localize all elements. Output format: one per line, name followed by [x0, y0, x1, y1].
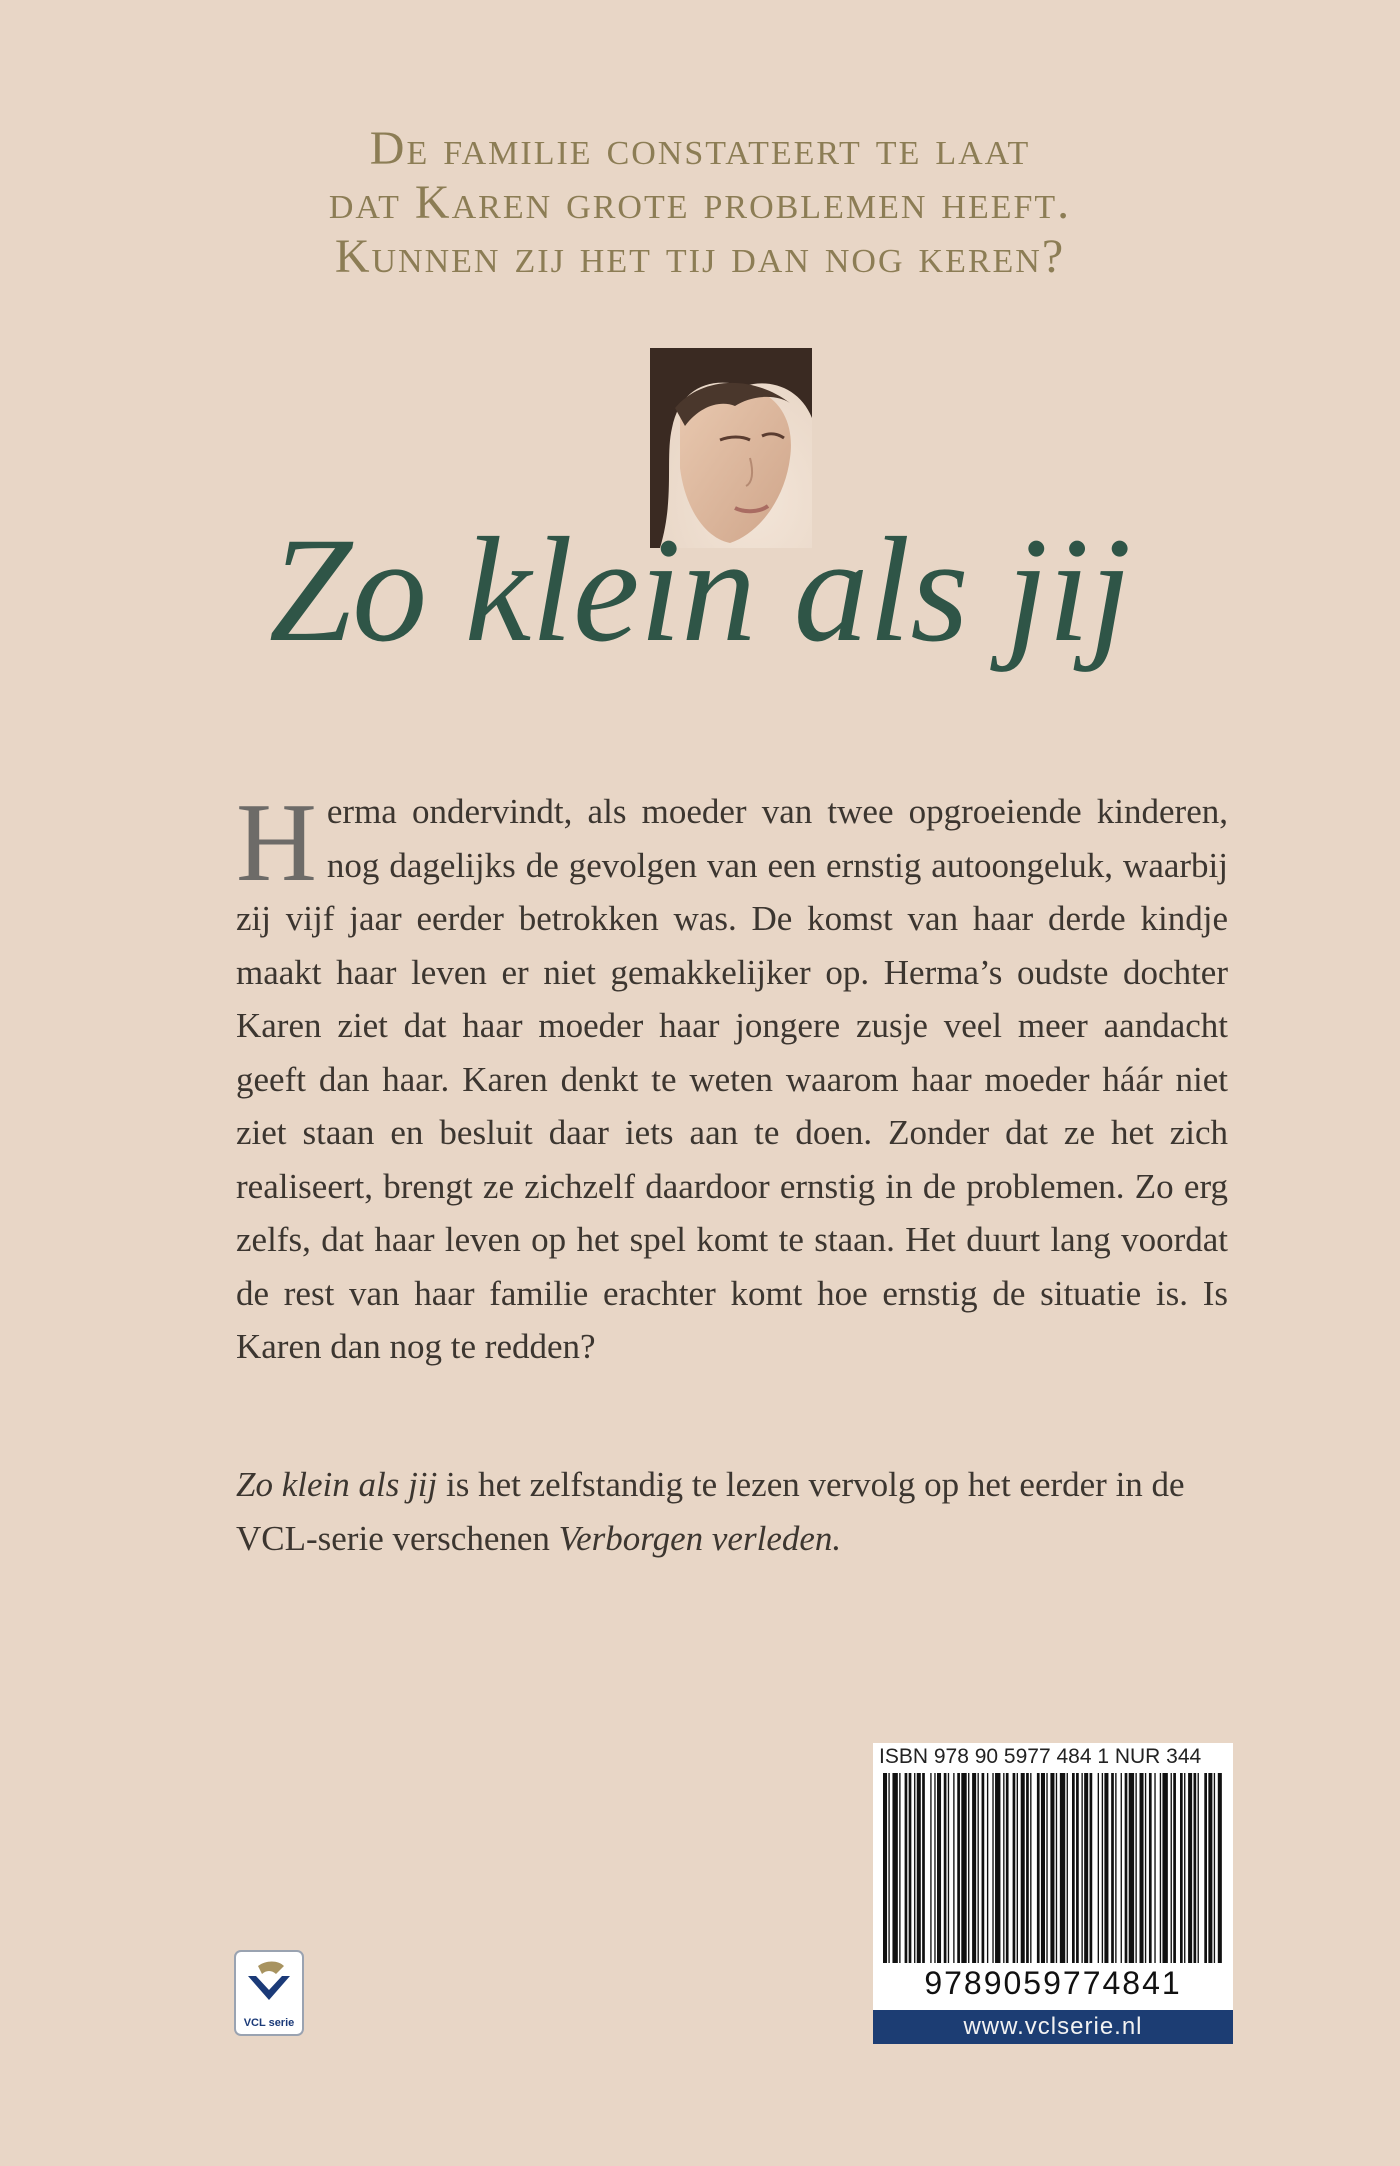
barcode [879, 1773, 1227, 1963]
dropcap: H [236, 781, 317, 905]
synopsis [236, 781, 1228, 1374]
publisher-logo [234, 1950, 304, 2036]
tagline-line-3: Kunnen zij het tij dan nog keren? [334, 230, 1066, 283]
tagline [0, 122, 1400, 284]
synopsis-text: erma ondervindt, als moeder van twee opgroeiende kinderen, nog dagelijks de gevolgen van een ernstig autoongeluk, waarbij zij vijf jaar eerder betrokken was. De komst van haar derde kindje maakt haar leven er niet gemakkelijker op. Herma’s oudste dochter Karen ziet dat haar moeder haar jongere zusje veel meer aandacht geeft dan haar. Karen denkt te weten waarom haar moeder háár niet ziet staan en besluit daar iets aan te doen. Zonder dat ze het zich realiseert, brengt ze zichzelf daardoor ernstig in de problemen. Zo erg zelfs, dat haar leven op het spel komt te staan. Het duurt lang voordat de rest van haar familie erachter komt hoe ernstig de situatie is. Is Karen dan nog te redden? [236, 792, 1228, 1366]
vcl-logo-icon [236, 1952, 302, 2012]
series-note-title: Zo klein als jij [236, 1465, 438, 1504]
barcode-digits: 9789059774841 [924, 1965, 1182, 2001]
isbn-barcode-box [873, 1743, 1233, 2033]
website-url: www.vclserie.nl [873, 2010, 1233, 2044]
book-title: Zo klein als jij [268, 507, 1132, 673]
series-note [236, 1458, 1228, 1565]
series-note-middle: is het zelfstandig te lezen vervolg op het eerder in de VCL-serie verschenen [236, 1465, 1185, 1558]
series-note-prev-title: Verborgen verleden. [558, 1518, 842, 1558]
publisher-logo-text: VCL serie [243, 2017, 295, 2029]
isbn-line: ISBN 978 90 5977 484 1 NUR 344 [879, 1745, 1202, 1768]
tagline-line-2: dat Karen grote problemen heeft. [328, 176, 1072, 229]
tagline-line-1: De familie constateert te laat [369, 122, 1031, 175]
